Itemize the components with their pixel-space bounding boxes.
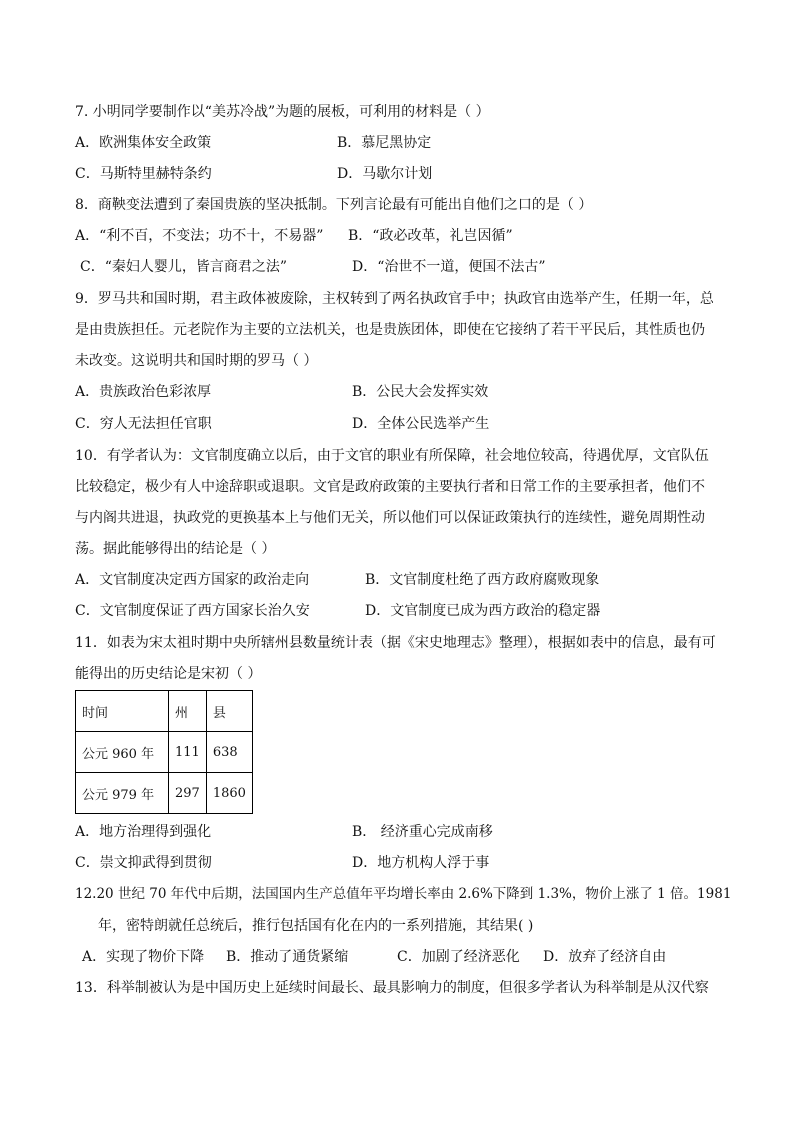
table-header-row xyxy=(76,691,253,732)
question-9-option-a: A．贵族政治色彩浓厚 xyxy=(75,384,212,400)
question-9-option-c: C．穷人无法担任官职 xyxy=(75,416,212,432)
question-8-option-c: C．“秦妇人婴儿，皆言商君之法” xyxy=(80,259,288,275)
question-7-option-c: C．马斯特里赫特条约 xyxy=(75,166,212,182)
question-12-option-a: A．实现了物价下降 xyxy=(82,949,205,965)
question-9-option-d: D．全体公民选举产生 xyxy=(352,416,490,432)
question-9-line-1: 9．罗马共和国时期，君主政体被废除，主权转到了两名执政官手中；执政官由选举产生，任期一年，总 xyxy=(75,291,714,307)
table-header-cell: 州 xyxy=(169,691,207,732)
question-12-line-2: 年，密特朗就任总统后，推行包括国有化在内的一系列措施，其结果( ) xyxy=(98,918,534,934)
question-8-option-d: D．“治世不一道，便国不法古” xyxy=(352,259,546,275)
question-8-option-a: A．“利不百，不变法；功不十，不易器” xyxy=(75,228,324,244)
question-7-stem: 7. 小明同学要制作以“美苏冷战”为题的展板，可利用的材料是（ ） xyxy=(75,104,490,120)
table-cell: 297 xyxy=(169,773,207,814)
question-13-line-1: 13．科举制被认为是中国历史上延续时间最长、最具影响力的制度，但很多学者认为科举制是从汉代察 xyxy=(75,980,709,996)
question-7-option-a: A．欧洲集体安全政策 xyxy=(75,135,212,151)
table-row xyxy=(76,773,253,814)
question-7-option-b: B．慕尼黑协定 xyxy=(337,135,432,151)
table-row xyxy=(76,732,253,773)
question-12-option-d: D．放弃了经济自由 xyxy=(543,949,667,965)
question-10-option-c: C．文官制度保证了西方国家长治久安 xyxy=(75,603,310,619)
county-statistics-table xyxy=(75,690,253,814)
question-9-option-b: B．公民大会发挥实效 xyxy=(352,384,489,400)
question-11-line-2: 能得出的历史结论是宋初（ ） xyxy=(75,666,262,682)
question-10-line-2: 比较稳定，极少有人中途辞职或退职。文官是政府政策的主要执行者和日常工作的主要承担者，他们不 xyxy=(75,479,705,495)
question-10-line-4: 荡。据此能够得出的结论是（ ） xyxy=(75,541,276,557)
table-cell: 公元 960 年 xyxy=(76,732,169,773)
question-12-option-b: B．推动了通货紧缩 xyxy=(226,949,349,965)
question-8-option-b: B．“政必改革，礼岂因循” xyxy=(348,228,513,244)
question-10-line-3: 与内阁共进退，执政党的更换基本上与他们无关，所以他们可以保证政策执行的连续性，避免周期性动 xyxy=(75,510,705,526)
table-cell: 公元 979 年 xyxy=(76,773,169,814)
question-10-line-1: 10．有学者认为：文官制度确立以后，由于文官的职业有所保障，社会地位较高，待遇优厚，文官队伍 xyxy=(75,448,709,464)
table-cell: 1860 xyxy=(206,773,252,814)
question-11-option-a: A．地方治理得到强化 xyxy=(75,824,212,840)
question-9-line-3: 未改变。这说明共和国时期的罗马（ ） xyxy=(75,353,318,369)
question-11-option-d: D．地方机构人浮于事 xyxy=(352,855,490,871)
question-12-option-c: C．加剧了经济恶化 xyxy=(397,949,520,965)
table-cell: 638 xyxy=(206,732,252,773)
table-header-cell: 县 xyxy=(206,691,252,732)
question-11-option-b: B． 经济重心完成南移 xyxy=(352,824,493,840)
question-12-line-1: 12.20 世纪 70 年代中后期，法国国内生产总值年平均增长率由 2.6%下降到 1.3%，物价上涨了 1 倍。1981 xyxy=(75,886,732,902)
table-cell: 111 xyxy=(169,732,207,773)
question-8-stem: 8．商鞅变法遭到了秦国贵族的坚决抵制。下列言论最有可能出自他们之口的是（ ） xyxy=(75,197,593,213)
question-10-option-a: A．文官制度决定西方国家的政治走向 xyxy=(75,572,310,588)
question-10-option-b: B．文官制度杜绝了西方政府腐败现象 xyxy=(365,572,600,588)
question-11-line-1: 11．如表为宋太祖时期中央所辖州县数量统计表（据《宋史地理志》整理），根据如表中的信息，最有可 xyxy=(75,635,716,651)
question-11-option-c: C．崇文抑武得到贯彻 xyxy=(75,855,212,871)
question-7-option-d: D．马歇尔计划 xyxy=(337,166,433,182)
question-9-line-2: 是由贵族担任。元老院作为主要的立法机关，也是贵族团体，即使在它接纳了若干平民后，其性质也仍 xyxy=(75,322,705,338)
question-10-option-d: D．文官制度已成为西方政治的稳定器 xyxy=(365,603,601,619)
table-header-cell: 时间 xyxy=(76,691,169,732)
